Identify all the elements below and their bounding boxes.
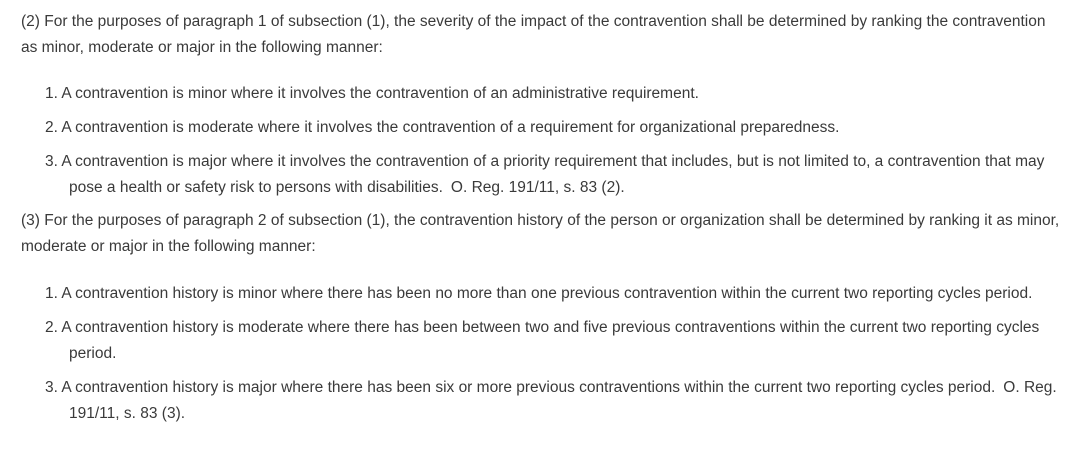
item-text: A contravention history is minor where there has been no more than one previous contravention within the current two reporting cycles period. [61,285,1033,302]
item-text: A contravention history is major where there has been six or more previous contraventions within the current two reporting cycles period. [61,379,996,396]
list-item [45,315,1061,367]
item-number: 2. [45,319,58,336]
citation: O. Reg. 191/11, s. 83 (3). [69,379,1057,422]
item-number: 1. [45,85,58,102]
item-number: 2. [45,119,58,136]
list-item [45,81,1061,107]
item-number: 1. [45,285,58,302]
item-text: A contravention is major where it involves the contravention of a priority requirement that includes, but is not limited to, a contravention that may pose a health or safety risk to persons with disabilities. [61,153,1045,196]
list-item [45,115,1061,141]
list-item [45,281,1061,307]
citation: O. Reg. 191/11, s. 83 (2). [450,179,625,196]
subsection-3-paragraph: (3) For the purposes of paragraph 2 of subsection (1), the contravention history of the person or organization shall be determined by ranking it as minor, moderate or major in the following manner: [21,212,1060,255]
list-item [45,375,1061,427]
item-number: 3. [45,379,58,396]
regulation-document [21,9,1061,427]
list-item [45,149,1061,201]
item-text: A contravention is moderate where it involves the contravention of a requirement for organizational preparedness. [61,119,840,136]
subsection-2-paragraph: (2) For the purposes of paragraph 1 of subsection (1), the severity of the impact of the contravention shall be determined by ranking the contravention as minor, moderate or major in the following manner: [21,13,1046,56]
subsection-3-list [21,281,1061,427]
subsection-2-list [21,81,1061,201]
item-number: 3. [45,153,58,170]
item-text: A contravention is minor where it involves the contravention of an administrative requirement. [61,85,699,102]
item-text: A contravention history is moderate where there has been between two and five previous contraventions within the current two reporting cycles period. [61,319,1040,362]
